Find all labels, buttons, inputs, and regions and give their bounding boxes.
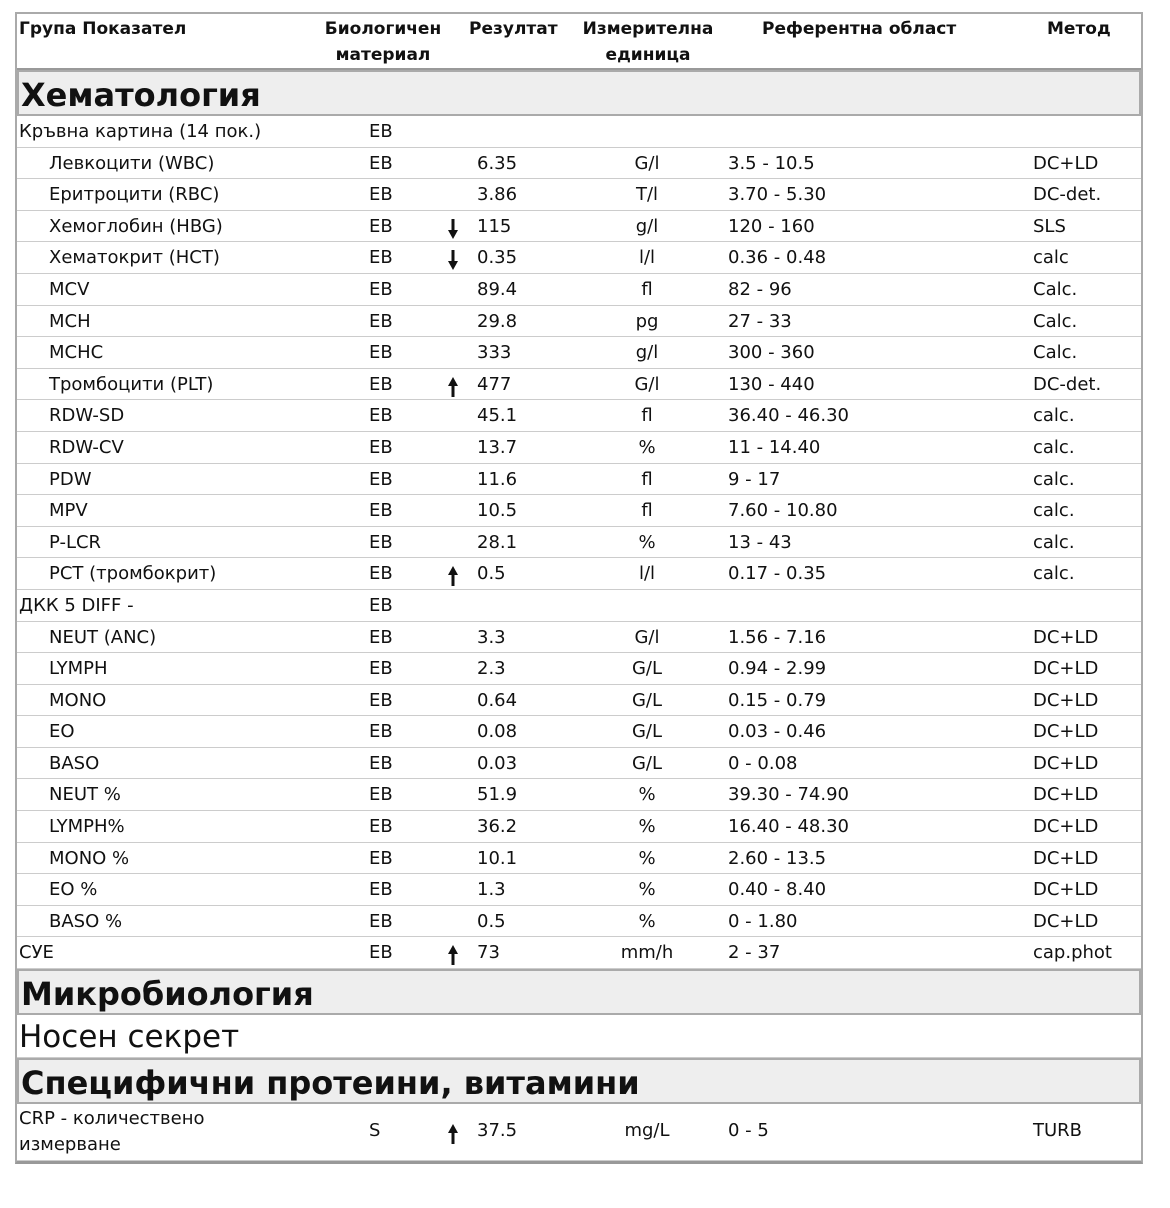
method: SLS xyxy=(1033,215,1066,237)
method: DC+LD xyxy=(1033,816,1099,838)
table-row xyxy=(17,116,1141,148)
test-name: CRP - количествено измерване xyxy=(19,1108,205,1156)
test-name: Хематокрит (HCT) xyxy=(49,247,220,269)
microbiology-item: Носен секрет xyxy=(17,1015,1141,1058)
method: DC+LD xyxy=(1033,879,1099,901)
reference-range: 2.60 - 13.5 xyxy=(728,847,827,869)
header-method: Метод xyxy=(1047,19,1111,39)
result: 1.3 xyxy=(477,879,506,901)
result: 2.3 xyxy=(477,658,506,680)
result: 3.3 xyxy=(477,626,506,648)
result: 0.64 xyxy=(477,689,518,711)
material: EB xyxy=(369,847,393,869)
method: calc. xyxy=(1033,468,1075,490)
reference-range: 11 - 14.40 xyxy=(728,436,821,458)
table-row xyxy=(17,274,1141,306)
test-name: MPV xyxy=(49,500,88,522)
table-row xyxy=(17,685,1141,717)
method: calc. xyxy=(1033,500,1075,522)
material: EB xyxy=(369,594,393,616)
result: 333 xyxy=(477,342,512,364)
reference-range: 27 - 33 xyxy=(728,310,792,332)
material: EB xyxy=(369,910,393,932)
table-row xyxy=(17,558,1141,590)
result: 89.4 xyxy=(477,278,518,300)
unit: mg/L xyxy=(624,1120,670,1142)
table-row xyxy=(17,1104,1141,1161)
arrow-up-icon xyxy=(447,944,459,975)
result: 11.6 xyxy=(477,468,518,490)
reference-range: 0.03 - 0.46 xyxy=(728,721,827,743)
table-header xyxy=(17,14,1141,70)
material: EB xyxy=(369,752,393,774)
test-name: RDW-SD xyxy=(49,405,125,427)
method: Calc. xyxy=(1033,278,1078,300)
result: 477 xyxy=(477,373,512,395)
method: DC-det. xyxy=(1033,373,1102,395)
reference-range: 13 - 43 xyxy=(728,531,792,553)
table-row xyxy=(17,906,1141,938)
reference-range: 0.94 - 2.99 xyxy=(728,658,827,680)
test-name: MCH xyxy=(49,310,91,332)
material: EB xyxy=(369,942,393,964)
material: S xyxy=(369,1120,381,1142)
test-name: RDW-CV xyxy=(49,436,124,458)
table-row xyxy=(17,369,1141,401)
section-proteins: Специфични протеини, витамини xyxy=(17,1058,1141,1104)
table-row xyxy=(17,400,1141,432)
unit: G/L xyxy=(631,752,663,774)
table-row xyxy=(17,622,1141,654)
method: cap.phot xyxy=(1033,942,1112,964)
material: EB xyxy=(369,373,393,395)
method: DC+LD xyxy=(1033,847,1099,869)
reference-range: 300 - 360 xyxy=(728,342,815,364)
unit: g/l xyxy=(635,215,659,237)
test-name: MONO % xyxy=(49,847,130,869)
material: EB xyxy=(369,121,393,142)
material: EB xyxy=(369,278,393,300)
test-name: EO % xyxy=(49,879,98,901)
unit: G/l xyxy=(634,152,660,174)
table-row xyxy=(17,242,1141,274)
table-row xyxy=(17,811,1141,843)
material: EB xyxy=(369,689,393,711)
reference-range: 0.36 - 0.48 xyxy=(728,247,827,269)
header-material: Биологичен материал xyxy=(324,19,442,65)
result: 0.5 xyxy=(477,910,506,932)
method: DC+LD xyxy=(1033,910,1099,932)
reference-range: 0.40 - 8.40 xyxy=(728,879,827,901)
test-name: Тромбоцити (PLT) xyxy=(49,373,214,395)
unit: % xyxy=(638,531,656,553)
reference-range: 120 - 160 xyxy=(728,215,815,237)
table-row xyxy=(17,495,1141,527)
material: EB xyxy=(369,879,393,901)
test-name: MONO xyxy=(49,689,107,711)
reference-range: 9 - 17 xyxy=(728,468,781,490)
result: 45.1 xyxy=(477,405,518,427)
table-row xyxy=(17,527,1141,559)
table-row xyxy=(17,843,1141,875)
test-name: EO xyxy=(49,721,75,743)
method: DC+LD xyxy=(1033,752,1099,774)
table-row xyxy=(17,464,1141,496)
result: 10.5 xyxy=(477,500,518,522)
unit: T/l xyxy=(635,184,659,206)
result: 51.9 xyxy=(477,784,518,806)
unit: l/l xyxy=(638,247,656,269)
method: TURB xyxy=(1033,1120,1083,1142)
material: EB xyxy=(369,184,393,206)
material: EB xyxy=(369,342,393,364)
material: EB xyxy=(369,658,393,680)
unit: % xyxy=(638,847,656,869)
unit: G/L xyxy=(631,689,663,711)
header-reference: Референтна област xyxy=(762,19,957,39)
material: EB xyxy=(369,215,393,237)
material: EB xyxy=(369,500,393,522)
method: DC+LD xyxy=(1033,152,1099,174)
unit: l/l xyxy=(638,563,656,585)
test-name: Еритроцити (RBC) xyxy=(49,184,220,206)
material: EB xyxy=(369,310,393,332)
method: DC+LD xyxy=(1033,784,1099,806)
reference-range: 3.70 - 5.30 xyxy=(728,184,827,206)
method: DC+LD xyxy=(1033,658,1099,680)
material: EB xyxy=(369,784,393,806)
result: 115 xyxy=(477,215,512,237)
unit: % xyxy=(638,784,656,806)
test-name: PCT (тромбокрит) xyxy=(49,563,217,585)
method: DC+LD xyxy=(1033,689,1099,711)
test-name: Хемоглобин (HBG) xyxy=(49,215,223,237)
test-name: PDW xyxy=(49,468,92,490)
header-result: Резултат xyxy=(469,19,558,39)
test-name: MCV xyxy=(49,278,90,300)
table-row xyxy=(17,432,1141,464)
test-name: ДКК 5 DIFF - xyxy=(19,594,134,616)
material: EB xyxy=(369,436,393,458)
results-table xyxy=(15,12,1143,1164)
result: 37.5 xyxy=(477,1120,518,1142)
method: calc xyxy=(1033,247,1069,269)
test-name: BASO xyxy=(49,752,100,774)
result: 0.08 xyxy=(477,721,518,743)
result: 0.5 xyxy=(477,563,506,585)
test-name: LYMPH% xyxy=(49,816,125,838)
method: calc. xyxy=(1033,436,1075,458)
material: EB xyxy=(369,721,393,743)
unit: % xyxy=(638,910,656,932)
unit: fl xyxy=(641,500,653,522)
material: EB xyxy=(369,468,393,490)
method: calc. xyxy=(1033,563,1075,585)
method: DC+LD xyxy=(1033,721,1099,743)
unit: G/l xyxy=(634,373,660,395)
result: 3.86 xyxy=(477,184,518,206)
method: DC+LD xyxy=(1033,626,1099,648)
unit: % xyxy=(638,816,656,838)
table-row xyxy=(17,590,1141,622)
result: 0.35 xyxy=(477,247,518,269)
reference-range: 2 - 37 xyxy=(728,942,781,964)
method: Calc. xyxy=(1033,342,1078,364)
test-name: MCHC xyxy=(49,342,104,364)
reference-range: 39.30 - 74.90 xyxy=(728,784,849,806)
result: 0.03 xyxy=(477,752,518,774)
test-name: NEUT % xyxy=(49,784,121,806)
header-group: Група Показател xyxy=(19,19,187,39)
section-microbiology: Микробиология xyxy=(17,969,1141,1015)
method: calc. xyxy=(1033,405,1075,427)
reference-range: 0 - 1.80 xyxy=(728,910,798,932)
table-row xyxy=(17,306,1141,338)
test-name: NEUT (ANC) xyxy=(49,626,157,648)
table-row xyxy=(17,716,1141,748)
table-row xyxy=(17,148,1141,180)
arrow-up-icon xyxy=(447,1124,459,1152)
test-name: BASO % xyxy=(49,910,123,932)
result: 28.1 xyxy=(477,531,518,553)
result: 13.7 xyxy=(477,436,518,458)
unit: g/l xyxy=(635,342,659,364)
method: calc. xyxy=(1033,531,1075,553)
reference-range: 0.15 - 0.79 xyxy=(728,689,827,711)
unit: % xyxy=(638,879,656,901)
table-row xyxy=(17,874,1141,906)
method: Calc. xyxy=(1033,310,1078,332)
table-row xyxy=(17,779,1141,811)
reference-range: 3.5 - 10.5 xyxy=(728,152,815,174)
test-name: P-LCR xyxy=(49,531,102,553)
unit: G/L xyxy=(631,721,663,743)
reference-range: 0 - 0.08 xyxy=(728,752,798,774)
reference-range: 0 - 5 xyxy=(728,1120,769,1142)
material: EB xyxy=(369,152,393,174)
section-hematology: Хематология xyxy=(17,70,1141,116)
unit: fl xyxy=(641,278,653,300)
unit: pg xyxy=(635,310,659,332)
reference-range: 82 - 96 xyxy=(728,278,792,300)
table-row xyxy=(17,937,1141,969)
table-row xyxy=(17,179,1141,211)
material: EB xyxy=(369,531,393,553)
material: EB xyxy=(369,626,393,648)
test-name: СУЕ xyxy=(19,942,54,964)
reference-range: 0.17 - 0.35 xyxy=(728,563,827,585)
unit: fl xyxy=(641,405,653,427)
reference-range: 7.60 - 10.80 xyxy=(728,500,838,522)
reference-range: 1.56 - 7.16 xyxy=(728,626,827,648)
unit: fl xyxy=(641,468,653,490)
table-row xyxy=(17,211,1141,243)
result: 73 xyxy=(477,942,500,964)
test-name: Кръвна картина (14 пок.) xyxy=(19,121,262,142)
table-row xyxy=(17,653,1141,685)
method: DC-det. xyxy=(1033,184,1102,206)
unit: mm/h xyxy=(620,942,674,964)
unit: % xyxy=(638,436,656,458)
table-row xyxy=(17,748,1141,780)
unit: G/l xyxy=(634,626,660,648)
table-row xyxy=(17,337,1141,369)
test-name: LYMPH xyxy=(49,658,108,680)
reference-range: 36.40 - 46.30 xyxy=(728,405,849,427)
result: 36.2 xyxy=(477,816,518,838)
material: EB xyxy=(369,816,393,838)
unit: G/L xyxy=(631,658,663,680)
result: 10.1 xyxy=(477,847,518,869)
reference-range: 16.40 - 48.30 xyxy=(728,816,849,838)
material: EB xyxy=(369,247,393,269)
header-unit: Измерителна единица xyxy=(582,19,714,65)
material: EB xyxy=(369,563,393,585)
result: 6.35 xyxy=(477,152,518,174)
result: 29.8 xyxy=(477,310,518,332)
material: EB xyxy=(369,405,393,427)
test-name: Левкоцити (WBC) xyxy=(49,152,215,174)
reference-range: 130 - 440 xyxy=(728,373,815,395)
